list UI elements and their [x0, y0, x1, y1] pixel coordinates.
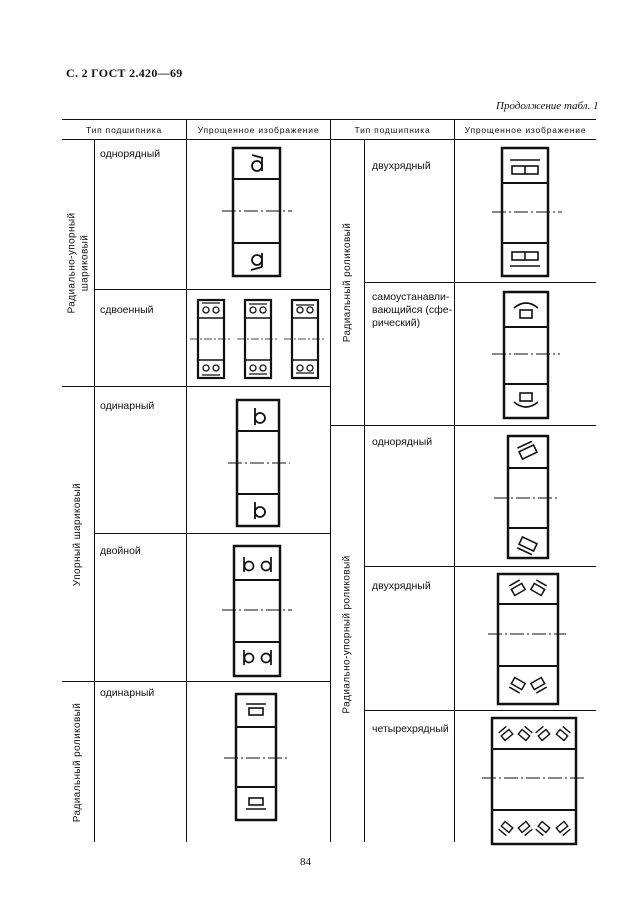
group-divider — [62, 681, 330, 682]
bearing-drawing — [490, 146, 564, 278]
group-label: Радиальный роликовый — [342, 222, 353, 343]
column-divider-type — [186, 119, 187, 842]
row-divider — [364, 282, 596, 283]
bearing-drawing — [190, 296, 324, 384]
bearing-drawing — [490, 434, 564, 562]
row-divider — [364, 710, 596, 711]
bearing-drawing — [482, 716, 586, 848]
column-header-image-right: Упрощенное изображение — [464, 125, 587, 135]
bearing-drawing — [220, 544, 294, 678]
group-label: Радиальный роликовый — [72, 702, 84, 822]
group-divider — [62, 386, 330, 387]
page-number: 84 — [300, 856, 311, 868]
row-label: однорядный — [372, 436, 433, 448]
column-header-type-left: Тип подшипника — [85, 125, 163, 135]
row-label: одинарный — [100, 687, 155, 699]
page-header: С. 2 ГОСТ 2.420—69 — [66, 66, 183, 80]
row-label: однорядный — [100, 148, 161, 160]
row-divider — [364, 566, 596, 567]
column-divider-group-left — [94, 140, 95, 842]
row-label: самоустанавли- вающийся (сфе- рический) — [372, 291, 453, 329]
column-header-type-right: Тип подшипника — [354, 125, 431, 135]
group-label: Упорный шариковый — [72, 482, 84, 586]
group-label: Радиально-упорный шариковый — [66, 212, 91, 314]
row-label: двойной — [100, 545, 141, 557]
group-divider — [330, 425, 596, 426]
row-label: двухрядный — [372, 160, 431, 172]
column-divider-group-right — [364, 140, 365, 842]
row-label: четырехрядный — [372, 723, 449, 735]
column-header-image-left: Упрощенное изображение — [197, 125, 320, 135]
row-label: сдвоенный — [100, 304, 154, 316]
row-label: двухрядный — [372, 580, 431, 592]
group-label: Радиально-упорный роликовый — [342, 554, 353, 714]
column-divider-type-right — [454, 119, 455, 842]
bearing-drawing — [486, 572, 568, 706]
bearing-drawing — [224, 398, 294, 530]
table-continuation-label: Продолжение табл. 1 — [496, 100, 599, 112]
row-divider — [94, 533, 330, 534]
row-divider — [94, 289, 330, 290]
bearing-drawing — [222, 692, 292, 822]
row-label: одинарный — [100, 400, 155, 412]
bearing-drawing — [492, 290, 562, 420]
bearing-drawing — [212, 146, 302, 278]
